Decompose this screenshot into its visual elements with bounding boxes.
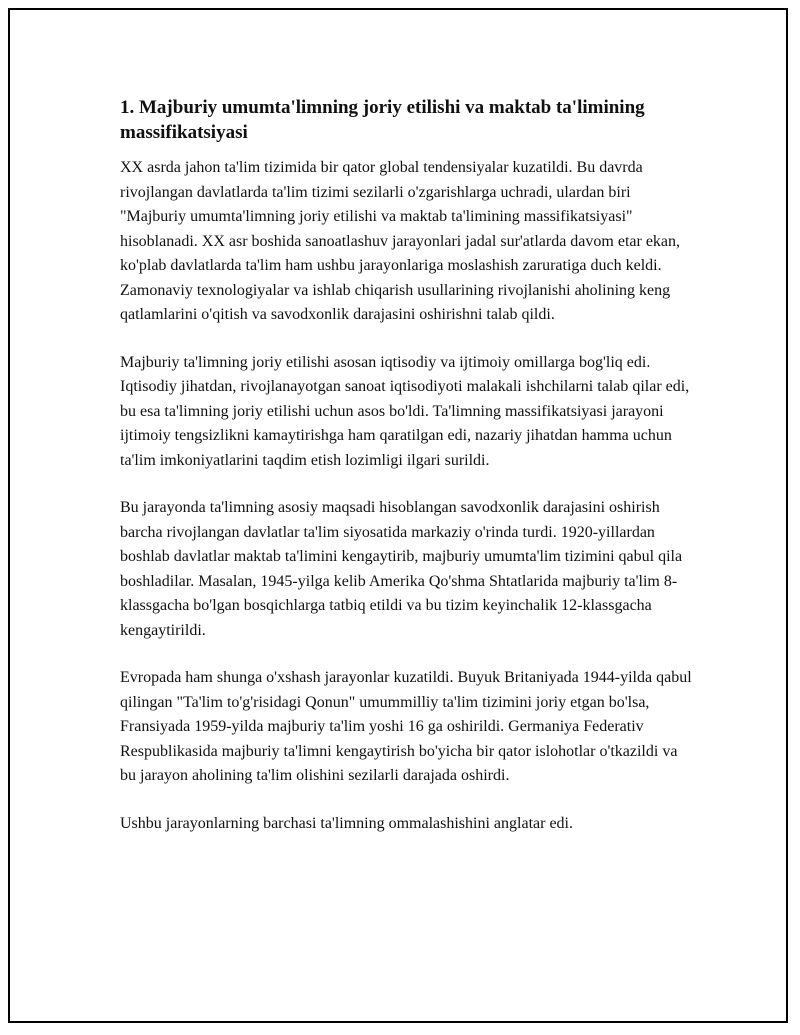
document-body [120,95,695,859]
section-heading: 1. Majburiy umumta'limning joriy etilishi va maktab ta'limining massifikatsiyasi [120,97,645,143]
paragraph-2: Majburiy ta'limning joriy etilishi asosan iqtisodiy va ijtimoiy omillarga bog'liq edi. Iqtisodiy jihatdan, rivojlanayotgan sanoat iqtisodiyoti malakali ishchilarni talab qilar edi, bu esa ta'limning joriy etilishi uchun asos bo'ldi. Ta'limning massifikatsiyasi jarayoni ijtimoiy tengsizlikni kamaytirishga ham qaratilgan edi, nazariy jihatdan hamma uchun ta'lim imkoniyatlarini taqdim etish lozimligi ilgari surildi. [120,353,690,469]
paragraph-1: XX asrda jahon ta'lim tizimida bir qator global tendensiyalar kuzatildi. Bu davrda rivojlangan davlatlarda ta'lim tizimi sezilarli o'zgarishlarga uchradi, ulardan biri "Majburiy umumta'limning joriy etilishi va maktab ta'limining massifikatsiyasi" hisoblanadi. XX asr boshida sanoatlashuv jarayonlari jadal sur'atlarda davom etar ekan, ko'plab davlatlarda ta'lim ham ushbu jarayonlariga moslashish zaruratiga duch keldi. Zamonaviy texnologiyalar va ishlab chiqarish usullarining rivojlanishi aholining keng qatlamlarini o'qitish va savodxonlik darajasini oshirishni talab qildi. [120,159,681,323]
paragraph-4: Evropada ham shunga o'xshash jarayonlar kuzatildi. Buyuk Britaniyada 1944-yilda qabul qilingan "Ta'lim to'g'risidagi Qonun" umummilliy ta'lim tizimini joriy etgan bo'lsa, Fransiyada 1959-yilda majburiy ta'lim yoshi 16 ga oshirildi. Germaniya Federativ Respublikasida majburiy ta'limni kengaytirish bo'yicha bir qator islohotlar o'tkazildi va bu jarayon aholining ta'lim olishini sezilarli darajada oshirdi. [120,669,692,784]
document-page [8,8,788,1023]
paragraph-3: Bu jarayonda ta'limning asosiy maqsadi hisoblangan savodxonlik darajasini oshirish barcha rivojlangan davlatlar ta'lim siyosatida markaziy o'rinda turdi. 1920-yillardan boshlab davlatlar maktab ta'limini kengaytirib, majburiy umumta'lim tizimini qabul qila boshladilar. Masalan, 1945-yilga kelib Amerika Qo'shma Shtatlarida majburiy ta'lim 8-klassgacha bo'lgan bosqichlarga tatbiq etildi va bu tizim keyinchalik 12-klassgacha kengaytirildi. [120,499,683,639]
paragraph-5: Ushbu jarayonlarning barchasi ta'limning ommalashishini anglatar edi. [120,814,573,832]
